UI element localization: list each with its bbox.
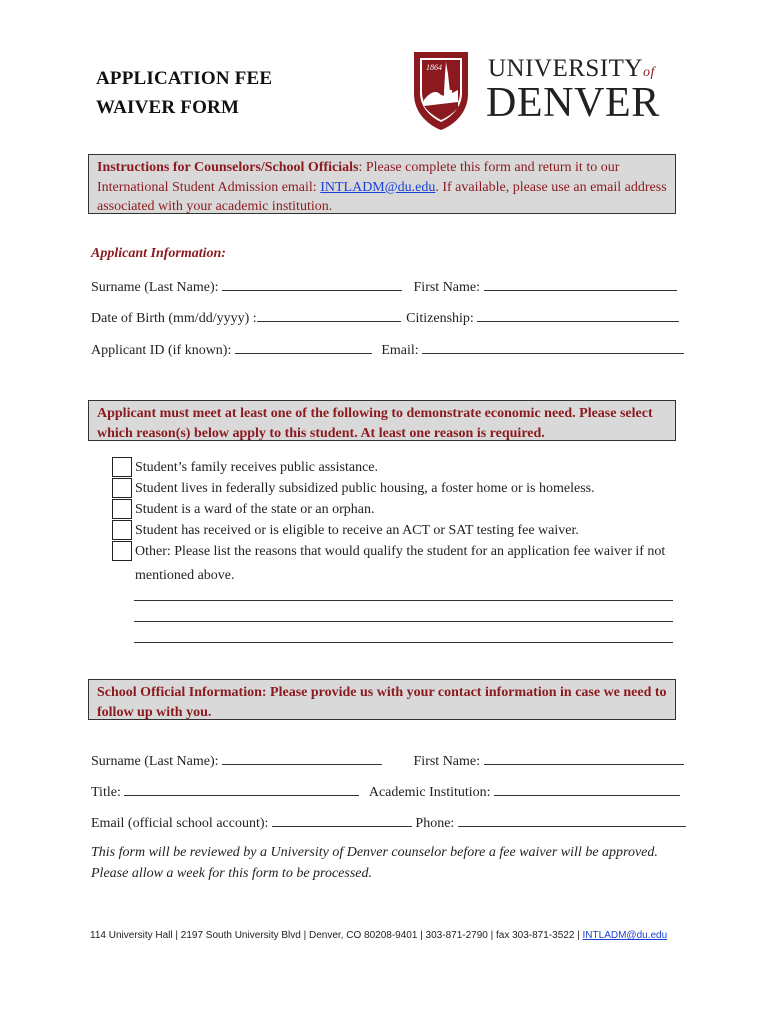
review-note-line1: This form will be reviewed by a University of Denver counselor before a fee waiver will be approved. (91, 845, 658, 860)
official-email-label: Email (official school account): (91, 816, 269, 831)
school-official-box (88, 679, 676, 720)
reason-checkbox-public-assistance[interactable] (112, 457, 132, 477)
reason-row-test-fee-waiver (112, 520, 579, 541)
applicant-citizenship-label: Citizenship: (406, 311, 474, 326)
applicant-first-name-field[interactable] (484, 277, 677, 291)
official-title-label: Title: (91, 785, 121, 800)
official-institution-label: Academic Institution: (368, 785, 491, 800)
logo-word-of: of (643, 65, 655, 80)
applicant-id-row (91, 340, 684, 360)
applicant-id-label: Applicant ID (if known): (91, 343, 232, 358)
applicant-email-label: Email: (381, 343, 419, 358)
applicant-section-heading: Applicant Information: (91, 246, 226, 261)
applicant-dob-field[interactable] (257, 308, 401, 322)
official-email-row (91, 813, 686, 833)
school-official-heading: School Official Information: Please provide us with your contact information in case we need to follow up with you. (97, 685, 667, 720)
form-title (96, 64, 272, 122)
reason-row-housing (112, 478, 595, 499)
reason-checkbox-test-fee-waiver[interactable] (112, 520, 132, 540)
svg-text:1864: 1864 (426, 63, 442, 72)
reason-label-public-assistance: Student’s family receives public assistance. (135, 460, 378, 475)
official-title-field[interactable] (124, 782, 359, 796)
applicant-name-row (91, 277, 677, 297)
applicant-id-field[interactable] (235, 340, 372, 354)
official-title-row (91, 782, 680, 802)
reason-label-other: Other: Please list the reasons that would qualify the student for an application fee waiver if not (135, 544, 666, 559)
other-reason-line-3[interactable] (134, 642, 673, 643)
reason-row-other (112, 541, 665, 562)
applicant-dob-row (91, 308, 679, 328)
official-surname-field[interactable] (222, 751, 382, 765)
footer-email-link[interactable]: INTLADM@du.edu (582, 930, 668, 941)
reason-label-housing: Student lives in federally subsidized public housing, a foster home or is homeless. (135, 481, 595, 496)
reason-other-continuation: mentioned above. (135, 568, 235, 583)
applicant-dob-label: Date of Birth (mm/dd/yyyy) : (91, 311, 257, 326)
form-title-line2: WAIVER FORM (96, 97, 240, 118)
applicant-surname-field[interactable] (222, 277, 402, 291)
footer-address: 114 University Hall | 2197 South University Blvd | Denver, CO 80208-9401 | 303-871-2790 | fax 303-871-3522 | (90, 930, 583, 941)
instructions-box (88, 154, 676, 214)
review-note-line2: Please allow a week for this form to be processed. (91, 866, 372, 881)
official-surname-label: Surname (Last Name): (91, 754, 219, 769)
reason-row-public-assistance (112, 457, 378, 478)
admission-email-link[interactable]: INTLADM@du.edu (320, 179, 436, 195)
reason-row-ward-orphan (112, 499, 375, 520)
footer-contact (90, 930, 667, 941)
form-title-line1: APPLICATION FEE (96, 68, 273, 89)
reason-checkbox-ward-orphan[interactable] (112, 499, 132, 519)
official-institution-field[interactable] (494, 782, 680, 796)
logo-word-university: UNIVERSITY (488, 55, 643, 82)
economic-need-box (88, 400, 676, 441)
reason-checkbox-other[interactable] (112, 541, 132, 561)
applicant-first-name-label: First Name: (413, 280, 481, 295)
logo-wordmark-denver: DENVER (486, 80, 660, 126)
official-phone-label: Phone: (415, 816, 455, 831)
applicant-email-field[interactable] (422, 340, 684, 354)
official-first-name-label: First Name: (413, 754, 481, 769)
official-first-name-field[interactable] (484, 751, 684, 765)
applicant-surname-label: Surname (Last Name): (91, 280, 219, 295)
official-phone-field[interactable] (458, 813, 686, 827)
review-note (91, 842, 658, 884)
instructions-text-after: . If available, please use an email address associated with your academic institution. (97, 179, 667, 214)
instructions-heading: Instructions for Counselors/School Officials (97, 160, 359, 175)
other-reason-line-2[interactable] (134, 621, 673, 622)
official-name-row (91, 751, 684, 771)
instructions-text: : Please complete this form and return it to our International Student Admission email: (97, 160, 620, 195)
official-email-field[interactable] (272, 813, 412, 827)
economic-need-heading: Applicant must meet at least one of the following to demonstrate economic need. Please select which reason(s) below apply to this student. At least one reason is required. (97, 406, 653, 441)
other-reason-line-1[interactable] (134, 600, 673, 601)
reason-checkbox-housing[interactable] (112, 478, 132, 498)
reason-label-test-fee-waiver: Student has received or is eligible to receive an ACT or SAT testing fee waiver. (135, 523, 579, 538)
applicant-citizenship-field[interactable] (477, 308, 679, 322)
reason-label-ward-orphan: Student is a ward of the state or an orphan. (135, 502, 375, 517)
